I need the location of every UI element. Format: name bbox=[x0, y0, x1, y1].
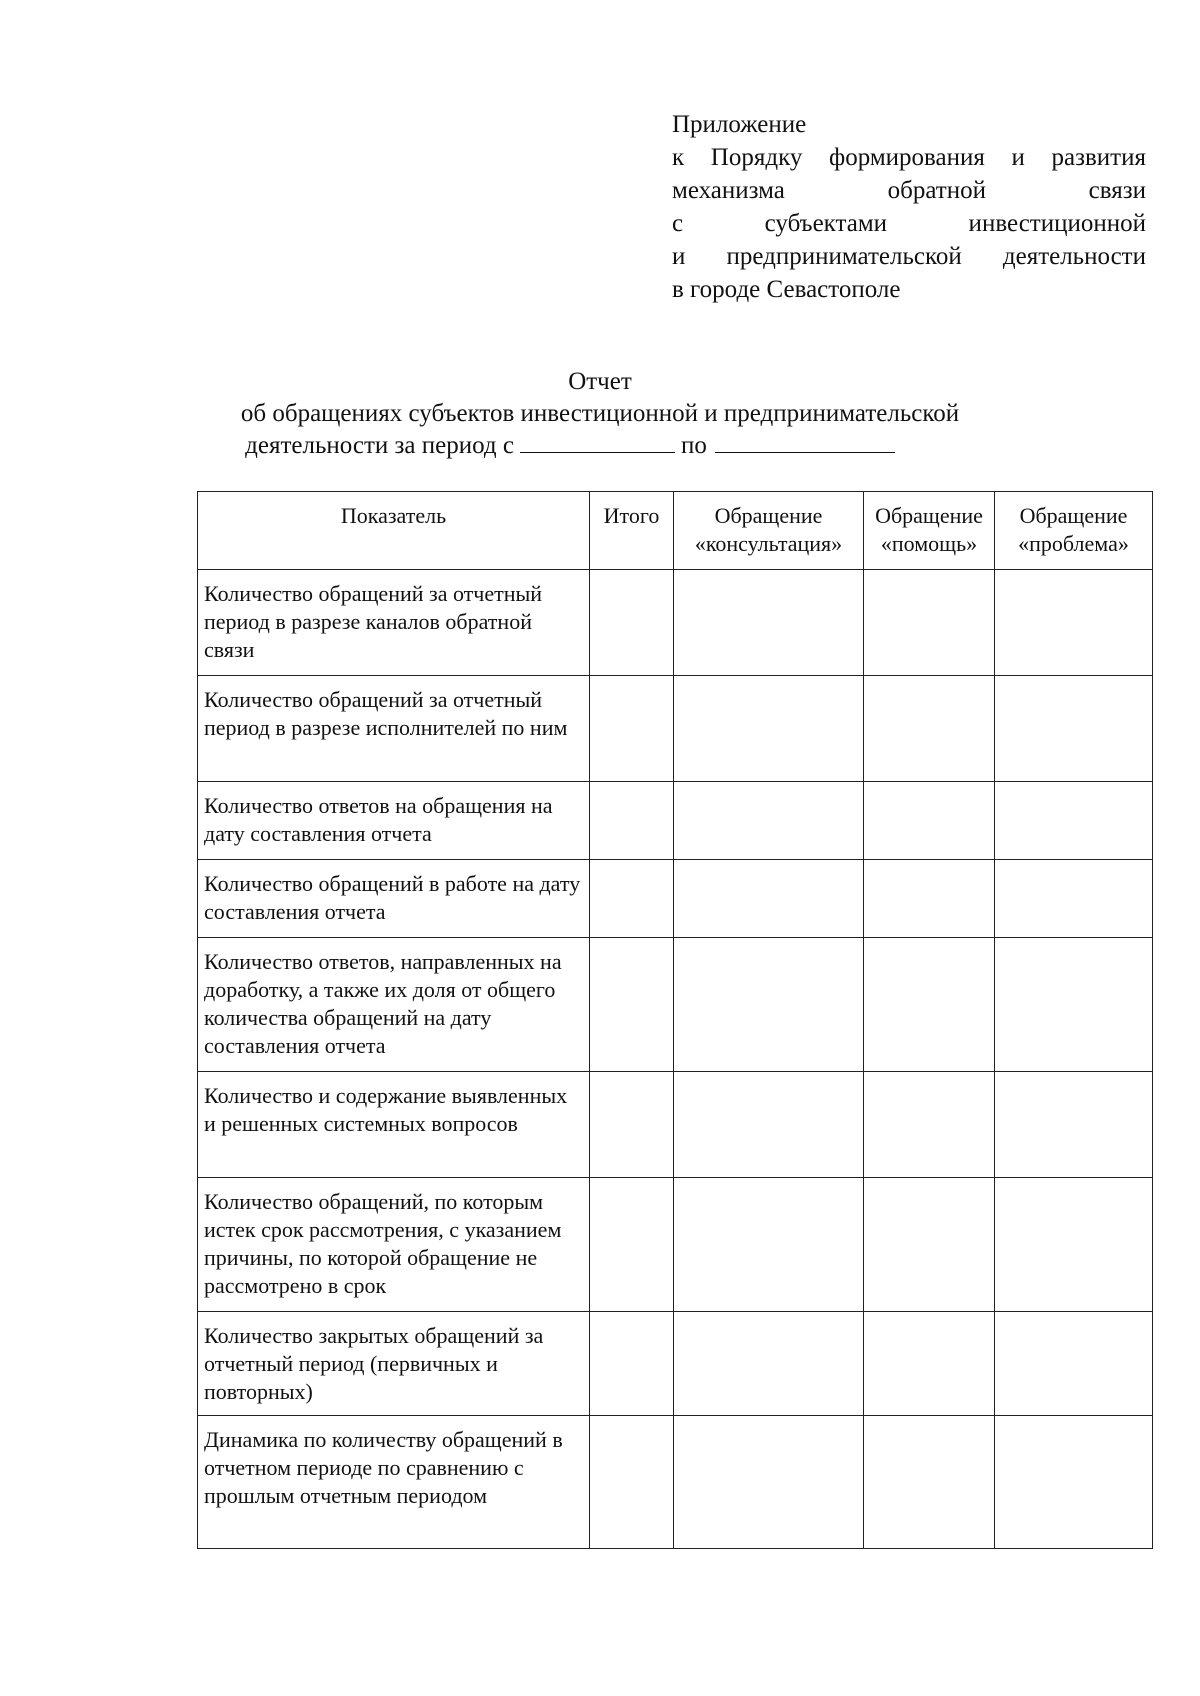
indicator-cell: Количество ответов, направленных на доработку, а также их доля от общего количества обращений на дату составления отчета bbox=[198, 938, 590, 1072]
value-cell[interactable] bbox=[674, 1178, 864, 1312]
value-cell[interactable] bbox=[995, 938, 1153, 1072]
appendix-line: и предпринимательской деятельности bbox=[672, 243, 1146, 270]
header-help: Обращение «помощь» bbox=[864, 492, 995, 570]
value-cell[interactable] bbox=[995, 860, 1153, 938]
table-row bbox=[198, 570, 1153, 676]
appendix-line: к Порядку формирования и развития bbox=[672, 144, 1146, 171]
value-cell[interactable] bbox=[674, 860, 864, 938]
value-cell[interactable] bbox=[590, 570, 674, 676]
value-cell[interactable] bbox=[590, 1312, 674, 1416]
table-row bbox=[198, 860, 1153, 938]
value-cell[interactable] bbox=[590, 860, 674, 938]
indicator-cell: Количество обращений в работе на дату составления отчета bbox=[198, 860, 590, 938]
value-cell[interactable] bbox=[995, 1072, 1153, 1178]
indicator-cell: Количество и содержание выявленных и решенных системных вопросов bbox=[198, 1072, 590, 1178]
table-header-row bbox=[198, 492, 1153, 570]
value-cell[interactable] bbox=[995, 570, 1153, 676]
period-middle: по bbox=[680, 432, 707, 459]
table-row bbox=[198, 1178, 1153, 1312]
table-row bbox=[198, 1072, 1153, 1178]
table-row bbox=[198, 1312, 1153, 1416]
value-cell[interactable] bbox=[864, 1178, 995, 1312]
value-cell[interactable] bbox=[590, 782, 674, 860]
value-cell[interactable] bbox=[674, 676, 864, 782]
value-cell[interactable] bbox=[864, 1072, 995, 1178]
table-row bbox=[198, 938, 1153, 1072]
period-from-blank[interactable] bbox=[520, 430, 675, 453]
indicator-cell: Динамика по количеству обращений в отчетном периоде по сравнению с прошлым отчетным периодом bbox=[198, 1416, 590, 1549]
value-cell[interactable] bbox=[864, 782, 995, 860]
value-cell[interactable] bbox=[590, 676, 674, 782]
value-cell[interactable] bbox=[674, 938, 864, 1072]
value-cell[interactable] bbox=[864, 938, 995, 1072]
value-cell[interactable] bbox=[864, 676, 995, 782]
header-total: Итого bbox=[590, 492, 674, 570]
value-cell[interactable] bbox=[995, 1178, 1153, 1312]
value-cell[interactable] bbox=[995, 1416, 1153, 1549]
report-period bbox=[0, 430, 1200, 462]
value-cell[interactable] bbox=[674, 570, 864, 676]
value-cell[interactable] bbox=[995, 782, 1153, 860]
appendix-line: в городе Севастополе bbox=[672, 276, 901, 303]
value-cell[interactable] bbox=[864, 1312, 995, 1416]
value-cell[interactable] bbox=[864, 570, 995, 676]
value-cell[interactable] bbox=[674, 782, 864, 860]
indicator-cell: Количество обращений, по которым истек срок рассмотрения, с указанием причины, по которой обращение не рассмотрено в срок bbox=[198, 1178, 590, 1312]
report-heading bbox=[0, 366, 1200, 462]
value-cell[interactable] bbox=[590, 1416, 674, 1549]
report-title: Отчет bbox=[568, 368, 632, 395]
period-prefix: деятельности за период с bbox=[245, 432, 514, 459]
report-table bbox=[197, 491, 1153, 1549]
appendix-line: Приложение bbox=[672, 111, 807, 138]
value-cell[interactable] bbox=[864, 1416, 995, 1549]
value-cell[interactable] bbox=[590, 938, 674, 1072]
indicator-cell: Количество обращений за отчетный период в разрезе исполнителей по ним bbox=[198, 676, 590, 782]
report-subtitle: об обращениях субъектов инвестиционной и предпринимательской bbox=[240, 400, 960, 427]
value-cell[interactable] bbox=[674, 1072, 864, 1178]
appendix-line: механизма обратной связи bbox=[672, 177, 1146, 204]
value-cell[interactable] bbox=[995, 676, 1153, 782]
value-cell[interactable] bbox=[590, 1072, 674, 1178]
period-to-blank[interactable] bbox=[715, 430, 895, 453]
header-consultation: Обращение «консультация» bbox=[674, 492, 864, 570]
header-problem: Обращение «проблема» bbox=[995, 492, 1153, 570]
appendix-line: с субъектами инвестиционной bbox=[672, 210, 1146, 237]
indicator-cell: Количество ответов на обращения на дату составления отчета bbox=[198, 782, 590, 860]
value-cell[interactable] bbox=[674, 1312, 864, 1416]
value-cell[interactable] bbox=[590, 1178, 674, 1312]
table-row bbox=[198, 782, 1153, 860]
indicator-cell: Количество закрытых обращений за отчетный период (первичных и повторных) bbox=[198, 1312, 590, 1416]
indicator-cell: Количество обращений за отчетный период в разрезе каналов обратной связи bbox=[198, 570, 590, 676]
appendix-block bbox=[672, 108, 1146, 306]
table-row bbox=[198, 1416, 1153, 1549]
table-row bbox=[198, 676, 1153, 782]
value-cell[interactable] bbox=[995, 1312, 1153, 1416]
value-cell[interactable] bbox=[674, 1416, 864, 1549]
header-indicator: Показатель bbox=[198, 492, 590, 570]
value-cell[interactable] bbox=[864, 860, 995, 938]
